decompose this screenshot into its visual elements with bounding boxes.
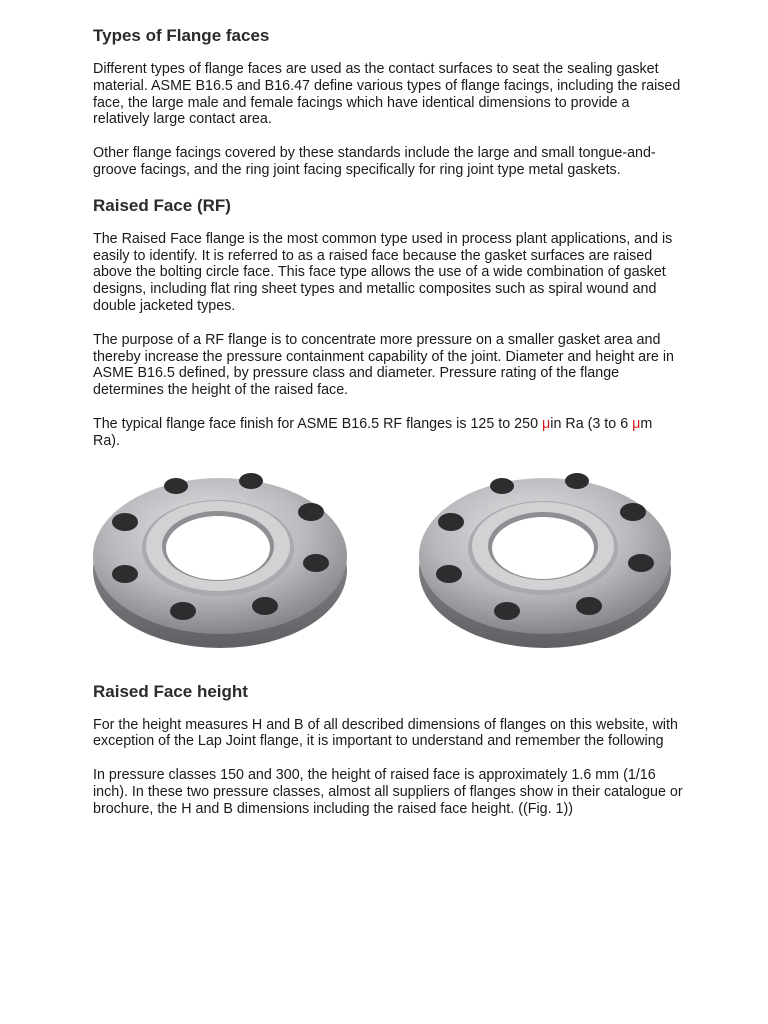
face-finish-text-b: in Ra (3 to 6: [550, 415, 633, 432]
micro-symbol: μ: [542, 415, 551, 432]
paragraph-height-measures: For the height measures H and B of all described dimensions of flanges on this website, with exception of the Lap Joint flange, it is important to understand and remember the following: [93, 716, 678, 750]
face-finish-text-a: The typical flange face finish for ASME B16.5 RF flanges is 125 to 250: [93, 415, 543, 432]
paragraph-rf-description: The Raised Face flange is the most common type used in process plant applications, and is easily to identify. It is referred to as a raised face because the gasket surfaces are raised above the bolting circle face. This face type allows the use of a wide combination of gasket designs, including flat ring sheet types and metallic composites such as spiral wound and double jacketed types.: [93, 230, 673, 314]
section-title-flange-faces: Types of Flange faces: [93, 26, 270, 45]
paragraph-other-facings: Other flange facings covered by these standards include the large and small tongue-and-groove facings, and the ring joint facing specifically for ring joint type metal gaskets.: [93, 145, 656, 178]
paragraph-face-finish: [93, 416, 683, 450]
article-content: [93, 26, 683, 835]
paragraph-pressure-classes: In pressure classes 150 and 300, the height of raised face is approximately 1.6 mm (1/16 inch). In these two pressure classes, almost all suppliers of flanges show in their catalogue or brochure, the H and B dimensions including the raised face height. ((Fig. 1)): [93, 767, 683, 817]
face-finish-text-c: m Ra).: [93, 415, 653, 449]
section-title-raised-face: Raised Face (RF): [93, 195, 231, 215]
paragraph-intro: Different types of flange faces are used as the contact surfaces to seat the sealing gasket material. ASME B16.5 and B16.47 define various types of flange facings, including the raised face, the large male and female facings which have identical dimensions to provide a relatively large contact area.: [93, 61, 681, 128]
paragraph-rf-purpose: The purpose of a RF flange is to concentrate more pressure on a smaller gasket area and thereby increase the pressure containment capability of the joint. Diameter and height are in ASME B16.5 defined, by pressure class and diameter. Pressure rating of the flange determines the height of the raised face.: [93, 331, 674, 399]
raised-face-flange-photo-right: [419, 466, 673, 650]
section-title-raised-face-height: Raised Face height: [93, 681, 248, 701]
flange-figures: [93, 456, 683, 646]
micro-symbol: μ: [632, 415, 641, 432]
raised-face-flange-photo-left: [93, 466, 361, 650]
